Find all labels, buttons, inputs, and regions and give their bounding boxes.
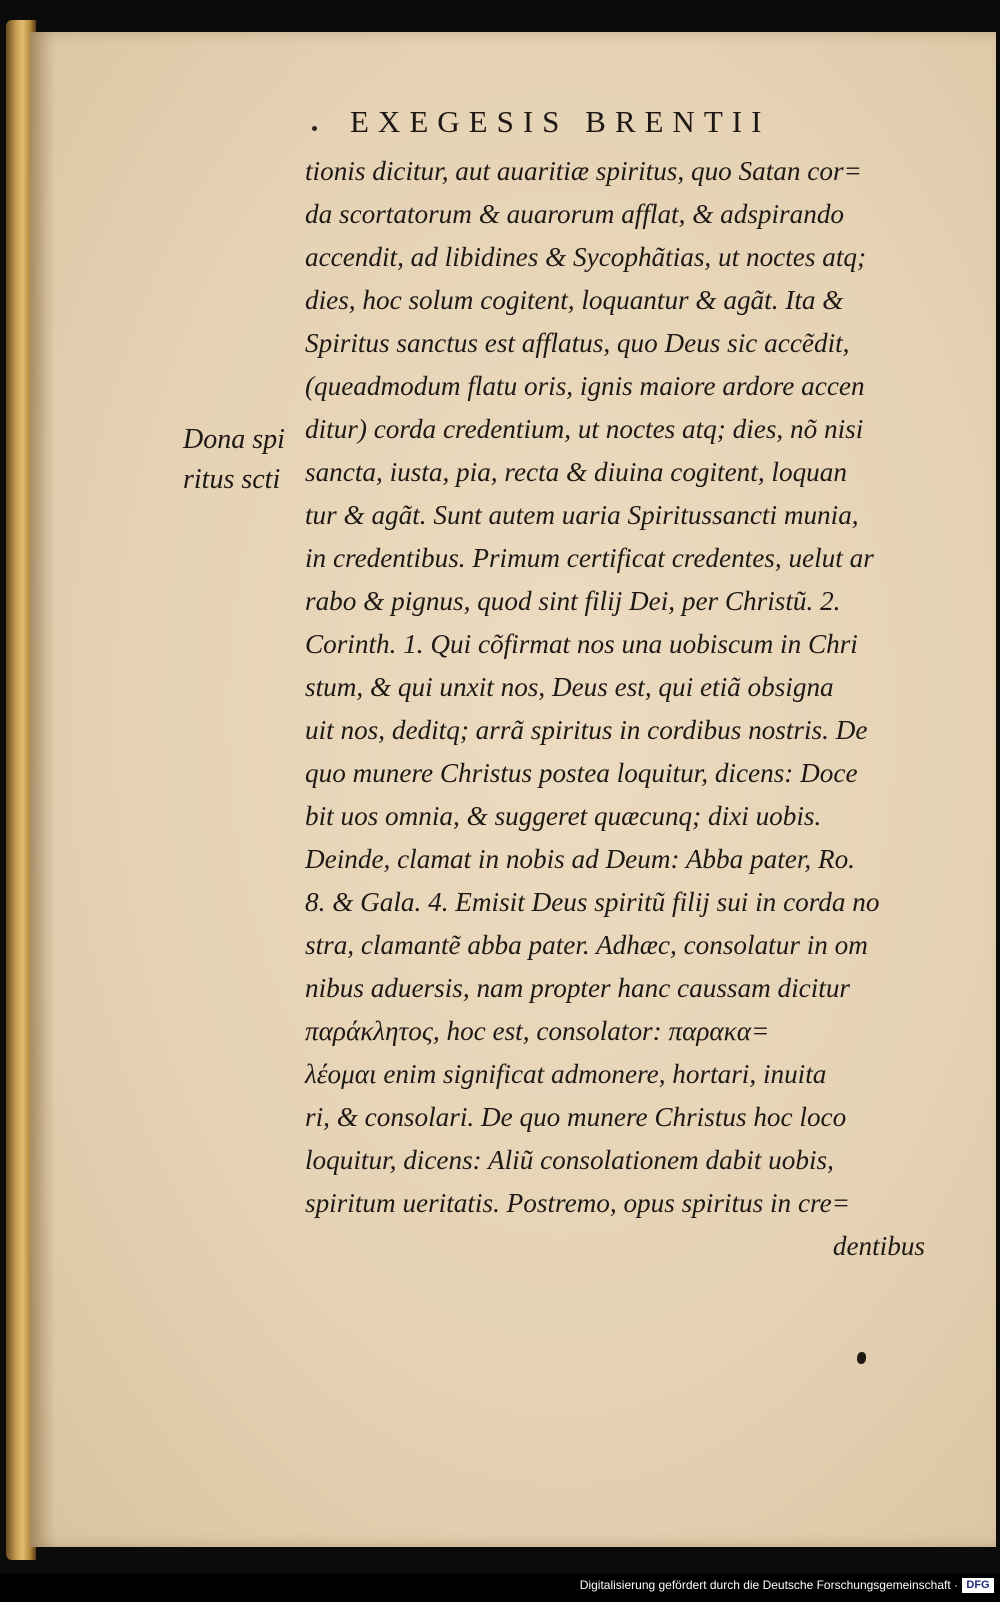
text-line: loquitur, dicens: Aliũ consolationem dabit uobis, — [305, 1145, 834, 1175]
text-line: 8. & Gala. 4. Emisit Deus spiritũ filij sui in corda no — [305, 887, 880, 917]
text-line: uit nos, deditq; arrã spiritus in cordibus nostris. De — [305, 715, 868, 745]
text-line: ditur) corda credentium, ut noctes atq; dies, nõ nisi — [305, 414, 864, 444]
footer-credit: Digitalisierung gefördert durch die Deutsche Forschungsgemeinschaft · — [579, 1578, 958, 1592]
body-text — [305, 150, 945, 1268]
text-line: spiritum ueritatis. Postremo, opus spiritus in cre= — [305, 1188, 850, 1218]
text-line: (queadmodum flatu oris, ignis maiore ardore accen — [305, 371, 865, 401]
text-line: in credentibus. Primum certificat credentes, uelut ar — [305, 543, 874, 573]
text-line: λέομαι enim significat admonere, hortari, inuita — [305, 1059, 827, 1089]
gutter-shadow — [30, 32, 56, 1547]
text-line: παράκλητος, hoc est, consolator: παρακα= — [305, 1016, 770, 1046]
text-line: stum, & qui unxit nos, Deus est, qui etiã obsigna — [305, 672, 834, 702]
text-line: tionis dicitur, aut auaritiæ spiritus, quo Satan cor= — [305, 156, 862, 186]
text-line: stra, clamantẽ abba pater. Adhæc, consolatur in om — [305, 930, 868, 960]
text-line: ri, & consolari. De quo munere Christus hoc loco — [305, 1102, 847, 1132]
text-line: accendit, ad libidines & Sycophãtias, ut noctes atq; — [305, 242, 867, 272]
ink-dot — [312, 126, 317, 131]
margin-note-line: Dona spi — [183, 424, 285, 455]
text-line: dies, hoc solum cogitent, loquantur & agãt. Ita & — [305, 285, 844, 315]
text-line: nibus aduersis, nam propter hanc caussam dicitur — [305, 973, 850, 1003]
text-line: tur & agãt. Sunt autem uaria Spiritussancti munia, — [305, 500, 859, 530]
running-head: EXEGESIS BRENTII — [350, 104, 771, 139]
text-line: quo munere Christus postea loquitur, dicens: Doce — [305, 758, 858, 788]
text-line: Corinth. 1. Qui cõfirmat nos una uobiscum in Chri — [305, 629, 858, 659]
digitization-footer — [0, 1573, 1000, 1602]
dfg-logo: DFG — [962, 1578, 994, 1593]
catchword: dentibus — [832, 1231, 925, 1261]
text-line: rabo & pignus, quod sint filij Dei, per Christũ. 2. — [305, 586, 841, 616]
margin-note — [183, 420, 303, 500]
text-line: sancta, iusta, pia, recta & diuina cogitent, loquan — [305, 457, 847, 487]
text-line: Deinde, clamat in nobis ad Deum: Abba pater, Ro. — [305, 844, 855, 874]
text-line: da scortatorum & auarorum afflat, & adspirando — [305, 199, 845, 229]
margin-note-line: ritus scti — [183, 464, 281, 495]
text-line: Spiritus sanctus est afflatus, quo Deus sic accẽdit, — [305, 328, 850, 358]
ink-blot — [857, 1352, 866, 1364]
text-line: bit uos omnia, & suggeret quæcunq; dixi uobis. — [305, 801, 822, 831]
